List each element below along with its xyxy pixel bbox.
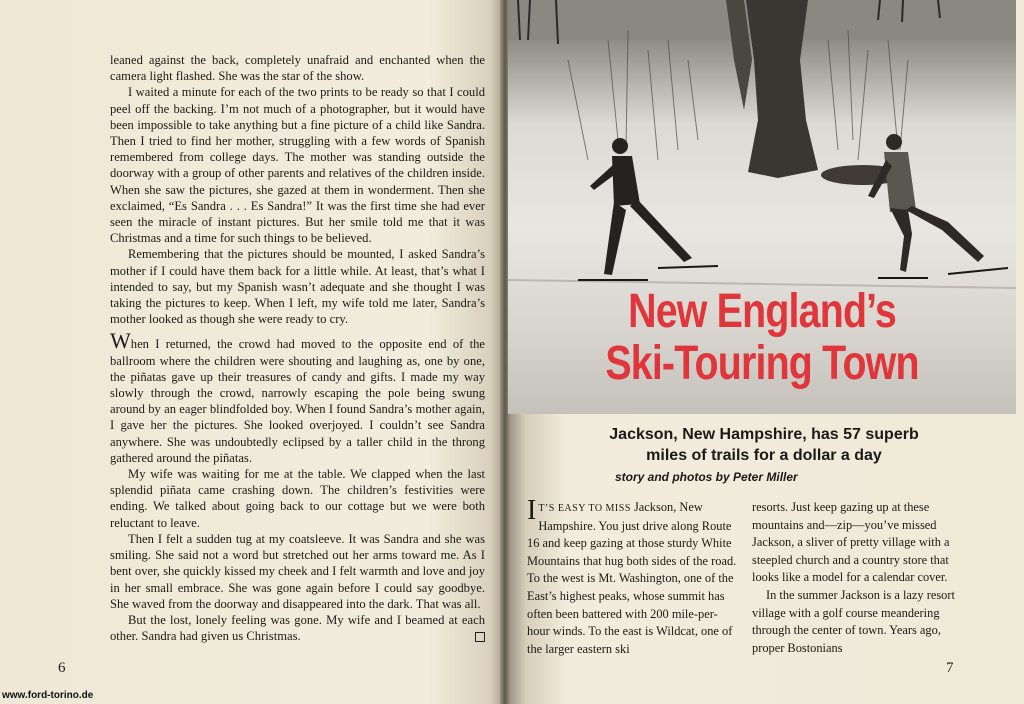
paragraph: I waited a minute for each of the two prints to be ready so that I could peel off the backing. I’m not much of a photographer, but it would have been impossible to take anything but a fine picture of a child like Sandra. Then I tried to find her mother, struggling with a few words of Spanish remembered from college days. The mother was standing outside the doorway with a group of other parents and relatives of the children inside. When she saw the pictures, she gazed at them in wonderment. Then she exclaimed, “Es Sandra . . . Es Sandra!” It was the first time she had ever seen the miracle of instant pictures. But her smile told me that it was Christmas and a time for such things to be believed. — [110, 85, 485, 246]
article-title — [554, 286, 971, 390]
end-mark-icon — [475, 632, 485, 642]
ski-photo — [508, 0, 1016, 414]
paragraph: In the summer Jackson is a lazy resort village with a golf course meandering through the center of town. Years ago, proper Bostonians — [752, 587, 955, 655]
article-subhead — [560, 424, 968, 466]
paragraph: My wife was waiting for me at the table. We clapped when the last splendid piñata came crashing down. The children’s festivities were ending. We talked about going back to our cottage but we were both reluctant to leave. — [110, 467, 485, 530]
paragraph: Then I felt a sudden tug at my coatsleeve. It was Sandra and she was smiling. She said not a word but stretched out her arms toward me. As I bent over, she quickly kissed my cheek and I felt warmth and love and joy in her small embrace. She was gone again before I could say goodbye. She waved from the doorway and disappeared into the dark. That was all. — [110, 531, 485, 611]
paragraph — [110, 612, 485, 644]
article-column-2 — [752, 499, 959, 657]
intro-paragraph — [527, 495, 739, 658]
paragraph: leaned against the back, completely unafraid and enchanted when the camera light flashed. She was the star of the show. — [110, 53, 485, 84]
byline: story and photos by Peter Miller — [615, 470, 798, 484]
page-number-right: 7 — [946, 660, 954, 676]
section-text: hen I returned, the crowd had moved to the opposite end of the ballroom where the children were shouting and laughing as, one by one, the piñatas gave up their treasures of candy and gifts. I made my way slowly through the crowd, narrowly escaping the pole being swung around by an eager blindfolded boy. When I found Sandra’s mother again, I gave her the pictures. She looked overjoyed. I couldn’t see Sandra anywhere. She was undoubtedly eclipsed by a taller child in the throng gathered around the piñatas. — [110, 337, 485, 465]
small-caps-lead: T’S EASY TO MISS — [538, 503, 631, 514]
section-paragraph — [110, 328, 485, 466]
paragraph: Remembering that the pictures should be mounted, I asked Sandra’s mother if I could have them back for a little while. At least, that’s what I intended to say, but my Spanish wasn’t adequate and she thought I was taking the pictures to keep. When I left, my wife told me later, Sandra’s mother looked as though she were ready to cry. — [110, 247, 485, 327]
watermark: www.ford-torino.de — [2, 690, 94, 701]
drop-cap: I — [527, 495, 537, 526]
drop-cap: W — [110, 328, 131, 354]
subhead-line-1: Jackson, New Hampshire, has 57 superb — [609, 426, 919, 443]
page-number-left: 6 — [58, 660, 66, 676]
closing-text: But the lost, lonely feeling was gone. My wife and I beamed at each other. Sandra had given us Christmas. — [110, 612, 485, 644]
title-line-1: New England’s — [628, 285, 896, 338]
subhead-line-2: miles of trails for a dollar a day — [646, 447, 882, 464]
paragraph: resorts. Just keep gazing up at these mountains and—zip—you’ve missed Jackson, a sliver of pretty village with a steepled church and a country store that looks like a model for a calendar cover. — [752, 500, 950, 585]
article-column-1 — [527, 495, 739, 658]
left-article-text — [110, 52, 485, 644]
title-line-2: Ski-Touring Town — [605, 337, 919, 390]
left-page — [0, 0, 505, 704]
intro-text: Jackson, New Hampshire. You just drive along Route 16 and keep gazing at those sturdy White Mountains that hug both sides of the road. To the west is Mt. Washington, one of the East’s highest peaks, whose summit has often been battered with 200 mile-per-hour winds. To the east is Wildcat, one of the larger eastern ski — [527, 500, 737, 656]
